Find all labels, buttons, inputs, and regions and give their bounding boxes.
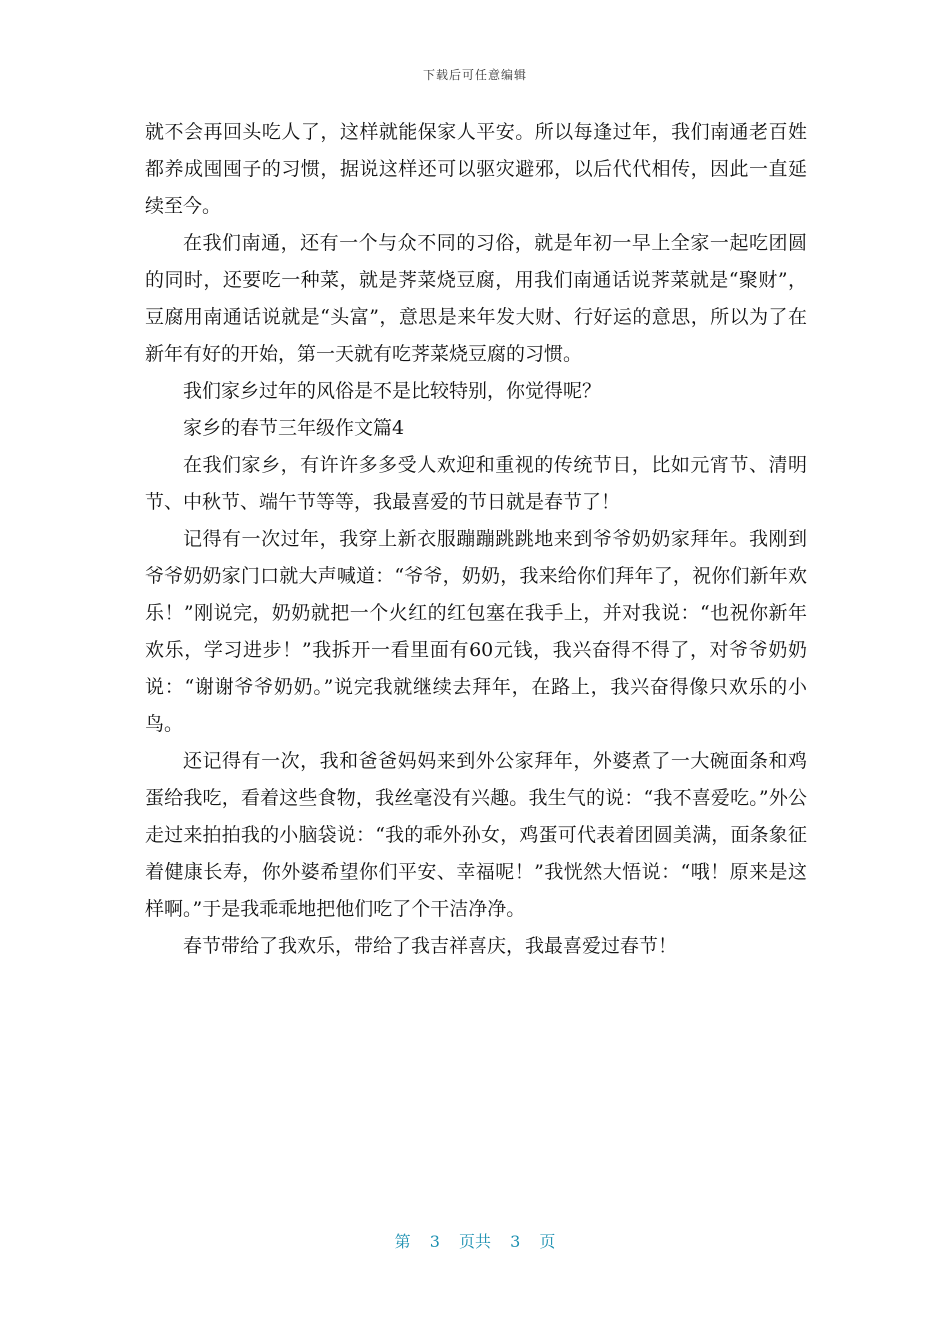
paragraph: 我们家乡过年的风俗是不是比较特别，你觉得呢？ — [183, 380, 602, 402]
footer-middle: 页共 — [458, 1232, 491, 1251]
footer-total-pages: 3 — [510, 1232, 521, 1251]
footer-current-page: 3 — [429, 1232, 440, 1251]
document-body — [145, 114, 807, 965]
paragraph: 在我们家乡，有许许多多受人欢迎和重视的传统节日，比如元宵节、清明节、中秋节、端午节等等，我最喜爱的节日就是春节了！ — [145, 454, 807, 513]
paragraph: 春节带给了我欢乐，带给了我吉祥喜庆，我最喜爱过春节！ — [183, 935, 678, 957]
section-title: 家乡的春节三年级作文篇4 — [183, 417, 405, 439]
paragraph: 在我们南通，还有一个与众不同的习俗，就是年初一早上全家一起吃团圆的同时，还要吃一种菜，就是荠菜烧豆腐，用我们南通话说荠菜就是“聚财”，豆腐用南通话说就是“头富”，意思是来年发大财、行好运的意思，所以为了在新年有好的开始，第一天就有吃荠菜烧豆腐的习惯。 — [145, 232, 807, 365]
paragraph: 就不会再回头吃人了，这样就能保家人平安。所以每逢过年，我们南通老百姓都养成囤囤子的习惯，据说这样还可以驱灾避邪，以后代代相传，因此一直延续至今。 — [145, 121, 807, 217]
footer-suffix: 页 — [539, 1232, 556, 1251]
footer-prefix: 第 — [394, 1232, 411, 1251]
page-footer — [0, 1229, 950, 1252]
paragraph: 还记得有一次，我和爸爸妈妈来到外公家拜年，外婆煮了一大碗面条和鸡蛋给我吃，看着这些食物，我丝毫没有兴趣。我生气的说：“我不喜爱吃。”外公走过来拍拍我的小脑袋说：“我的乖外孙女，鸡蛋可代表着团圆美满，面条象征着健康长寿，你外婆希望你们平安、幸福呢！”我恍然大悟说：“哦！原来是这样啊。”于是我乖乖地把他们吃了个干洁净净。 — [145, 750, 807, 920]
paragraph: 记得有一次过年，我穿上新衣服蹦蹦跳跳地来到爷爷奶奶家拜年。我刚到爷爷奶奶家门口就大声喊道：“爷爷，奶奶，我来给你们拜年了，祝你们新年欢乐！”刚说完，奶奶就把一个火红的红包塞在我手上，并对我说：“也祝你新年欢乐，学习进步！”我拆开一看里面有60元钱，我兴奋得不得了，对爷爷奶奶说：“谢谢爷爷奶奶。”说完我就继续去拜年，在路上，我兴奋得像只欢乐的小鸟。 — [145, 528, 807, 735]
page-header: 下载后可任意编辑 — [422, 68, 527, 82]
